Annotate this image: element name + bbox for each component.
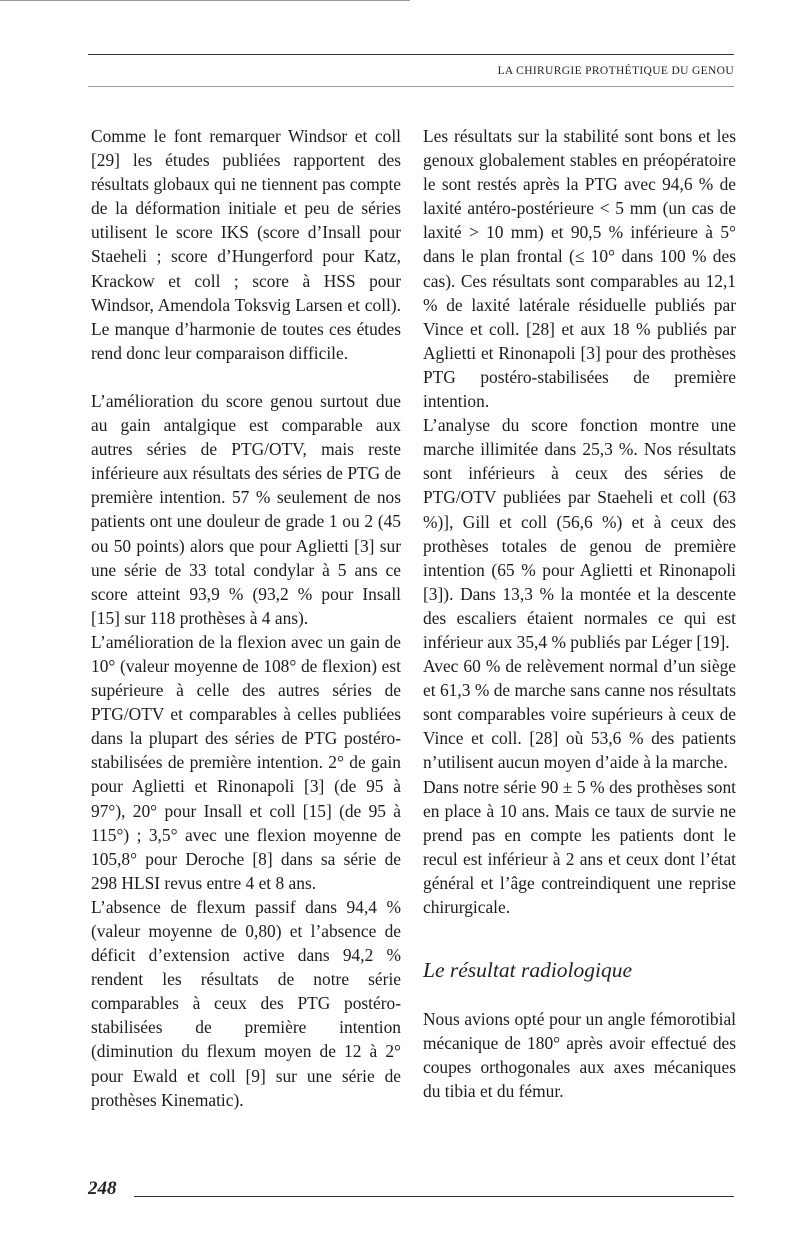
paragraph: Dans notre série 90 ± 5 % des prothèses sont en place à 10 ans. Mais ce taux de survie ne prend pas en compte les patients dont le recul est inférieur à 2 ans et ceux dont l’état général et l’âge contreindiquent une reprise chirurgicale.	[423, 776, 736, 917]
footer-rule	[134, 1196, 734, 1197]
page-footer	[88, 1178, 734, 1204]
paragraph: Avec 60 % de relèvement normal d’un siège et 61,3 % de marche sans canne nos résultats sont comparables voire supérieurs à ceux de Vince et coll. [28] où 53,6 % des patients n’utilisent aucun moyen d’aide à la marche.	[423, 656, 736, 773]
paragraph: Les résultats sur la stabilité sont bons et les genoux globalement stables en préopératoire le sont restés après la PTG avec 94,6 % de laxité antéro-postérieure < 5 mm (un cas de laxité > 10 mm) et 90,5 % inférieure à 5° dans le plan frontal (≤ 10° dans 100 % des cas). Ces résultats sont comparables au 12,1 % de laxité latérale résiduelle publiés par Vince et coll. [28] et aux 18 % publiés par Aglietti et Rinonapoli [3] pour des prothèses PTG postéro-stabilisées de première intention.	[423, 126, 736, 412]
left-column	[91, 124, 401, 1112]
paragraph: L’amélioration de la flexion avec un gain de 10° (valeur moyenne de 108° de flexion) est supérieure à celle des autres séries de PTG/OTV et comparables à celles publiées dans la plupart des séries de PTG postéro-stabilisées de première intention. 2° de gain pour Aglietti et Rinonapoli [3] (de 95 à 97°), 20° pour Insall et coll [15] (de 95 à 115°) ; 3,5° avec une flexion moyenne de 105,8° pour Deroche [8] dans sa série de 298 HLSI revus entre 4 et 8 ans.	[91, 631, 401, 893]
paragraph: Nous avions opté pour un angle fémorotibial mécanique de 180° après avoir effectué des coupes orthogonales aux axes mécaniques du tibia et du fémur.	[423, 1009, 736, 1102]
running-header	[88, 54, 734, 87]
paragraph: Comme le font remarquer Windsor et coll [29] les études publiées rapportent des résultats globaux qui ne tiennent pas compte de la déformation initiale et peu de séries utilisent le score IKS (score d’Insall pour Staeheli ; score d’Hungerford pour Katz, Krackow et coll ; score à HSS pour Windsor, Amendola Toksvig Larsen et coll). Le manque d’harmonie de toutes ces études rend donc leur comparaison difficile.	[91, 126, 401, 363]
paragraph: L’analyse du score fonction montre une marche illimitée dans 25,3 %. Nos résultats sont inférieurs à ceux des séries de PTG/OTV publiées par Staeheli et coll (63 %)], Gill et coll (56,6 %) et à ceux des prothèses totales de genou de première intention (65 % pour Aglietti et Rinonapoli [3]). Dans 13,3 % la montée et la descente des escaliers étaient normales ce qui est inférieur aux 35,4 % publiés par Léger [19].	[423, 415, 736, 652]
page-number: 248	[88, 1178, 117, 1199]
section-heading: Le résultat radiologique	[423, 958, 633, 983]
right-column	[423, 124, 736, 1103]
running-title: LA CHIRURGIE PROTHÉTIQUE DU GENOU	[497, 65, 734, 77]
paragraph: L’amélioration du score genou surtout due au gain antalgique est comparable aux autres séries de PTG/OTV, mais reste inférieure aux résultats des séries de PTG de première intention. 57 % seulement de nos patients ont une douleur de grade 1 ou 2 (45 ou 50 points) alors que pour Aglietti [3] sur une série de 33 total condylar à 5 ans ce score atteint 93,9 % (93,2 % pour Insall [15] sur 118 prothèses à 4 ans).	[91, 390, 401, 628]
top-edge-rule	[0, 0, 410, 1]
paragraph: L’absence de flexum passif dans 94,4 % (valeur moyenne de 0,80) et l’absence de déficit d’extension active dans 94,2 % rendent les résultats de notre série comparables à ceux des PTG postéro-stabilisées de première intention (diminution du flexum moyen de 12 à 2° pour Ewald et coll [9] sur une série de prothèses Kinematic).	[91, 896, 401, 1110]
